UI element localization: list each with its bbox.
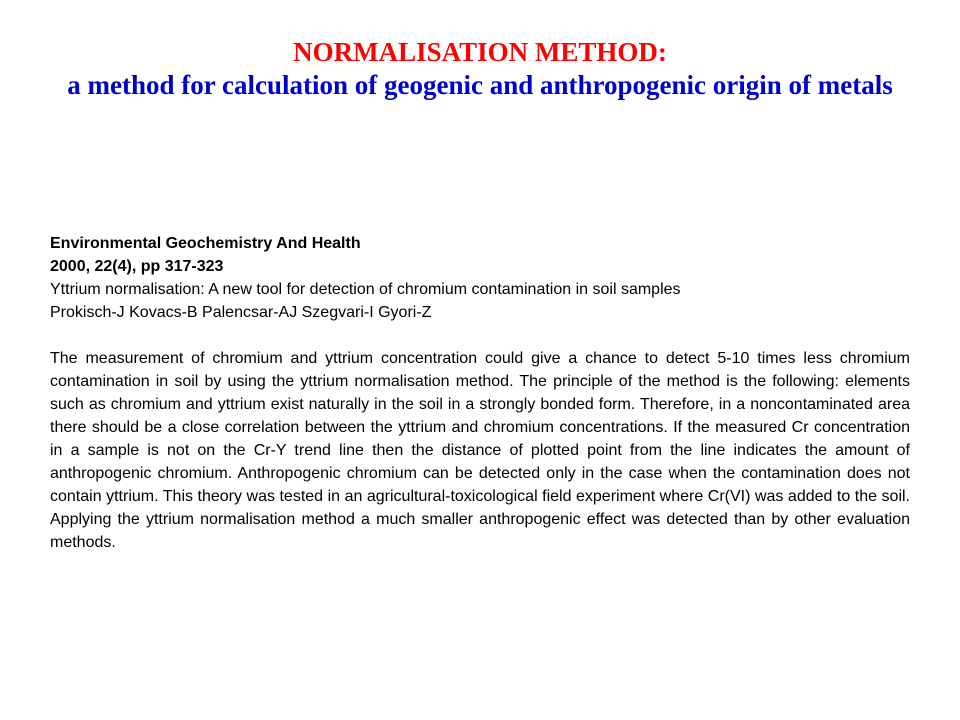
author-list: Prokisch-J Kovacs-B Palencsar-AJ Szegvari-I Gyori-Z [50, 304, 432, 321]
citation-details: 2000, 22(4), pp 317-323 [50, 258, 224, 275]
journal-name: Environmental Geochemistry And Health [50, 235, 361, 252]
title-subtitle: a method for calculation of geogenic and anthropogenic origin of metals [67, 70, 893, 100]
slide-body [50, 232, 910, 554]
abstract-paragraph: The measurement of chromium and yttrium concentration could give a chance to detect 5-10 times less chromium contamination in soil by using the yttrium normalisation method. The principle of the method is the following: elements such as chromium and yttrium exist naturally in the soil in a strongly bonded form. Therefore, in a noncontaminated area there should be a close correlation between the yttrium and chromium concentrations. If the measured Cr concentration in a sample is not on the Cr-Y trend line then the distance of plotted point from the line indicates the amount of anthropogenic chromium. Anthropogenic chromium can be detected only in the case when the contamination does not contain yttrium. This theory was tested in an agricultural-toxicological field experiment where Cr(VI) was added to the soil. Applying the yttrium normalisation method a much smaller anthropogenic effect was detected than by other evaluation methods. [50, 350, 910, 551]
article-title: Yttrium normalisation: A new tool for detection of chromium contamination in soil samples [50, 281, 681, 298]
slide-title [40, 36, 920, 102]
title-main: NORMALISATION METHOD: [293, 37, 667, 67]
